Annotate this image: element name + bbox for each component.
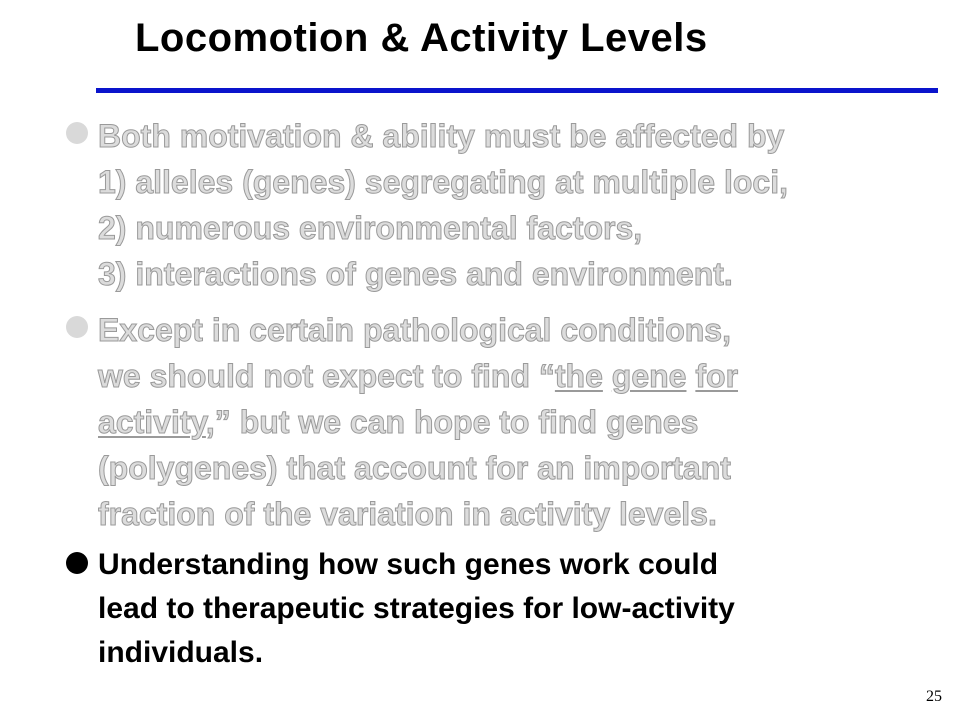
bullet-2-line-4: (polygenes) that account for an important bbox=[98, 450, 731, 486]
bullet-dot-icon bbox=[66, 552, 88, 574]
slide-title: Locomotion & Activity Levels bbox=[135, 16, 708, 60]
bullet-2-line-3-suffix: ,” but we can hope to find genes bbox=[205, 404, 699, 440]
underlined-word-activity: activity bbox=[98, 404, 206, 440]
bullet-1-text bbox=[98, 113, 788, 297]
bullet-2-line-2-prefix: we should not expect to find “ bbox=[98, 358, 555, 394]
page-number: 25 bbox=[926, 688, 942, 705]
bullet-2-text bbox=[98, 307, 738, 537]
bullet-1-line-1: Both motivation & ability must be affected by bbox=[98, 118, 785, 154]
bullet-2-line-2 bbox=[98, 353, 738, 399]
bullet-2-line-5: fraction of the variation in activity levels. bbox=[98, 496, 717, 532]
bullet-3-line-1: Understanding how such genes work could bbox=[98, 548, 719, 581]
title-underline-rule bbox=[96, 88, 938, 93]
bullet-1 bbox=[66, 113, 926, 297]
underlined-word-the: the bbox=[554, 358, 603, 394]
bullet-2-line-3 bbox=[98, 399, 738, 445]
underlined-word-gene: gene bbox=[611, 358, 687, 394]
bullet-dot-icon bbox=[66, 122, 88, 144]
bullet-3-line-3: individuals. bbox=[98, 636, 264, 669]
bullet-3-line-2: lead to therapeutic strategies for low-activity bbox=[98, 592, 735, 625]
bullet-2 bbox=[66, 307, 926, 537]
bullet-1-line-3: 2) numerous environmental factors, bbox=[98, 210, 643, 246]
bullet-1-line-2: 1) alleles (genes) segregating at multiple loci, bbox=[98, 164, 788, 200]
bullet-2-line-1: Except in certain pathological conditions, bbox=[98, 312, 731, 348]
bullet-3-text bbox=[98, 543, 735, 675]
bullet-3 bbox=[66, 543, 926, 683]
bullet-dot-icon bbox=[66, 316, 88, 338]
underlined-word-for: for bbox=[695, 358, 739, 394]
bullet-1-line-4: 3) interactions of genes and environment. bbox=[98, 256, 733, 292]
